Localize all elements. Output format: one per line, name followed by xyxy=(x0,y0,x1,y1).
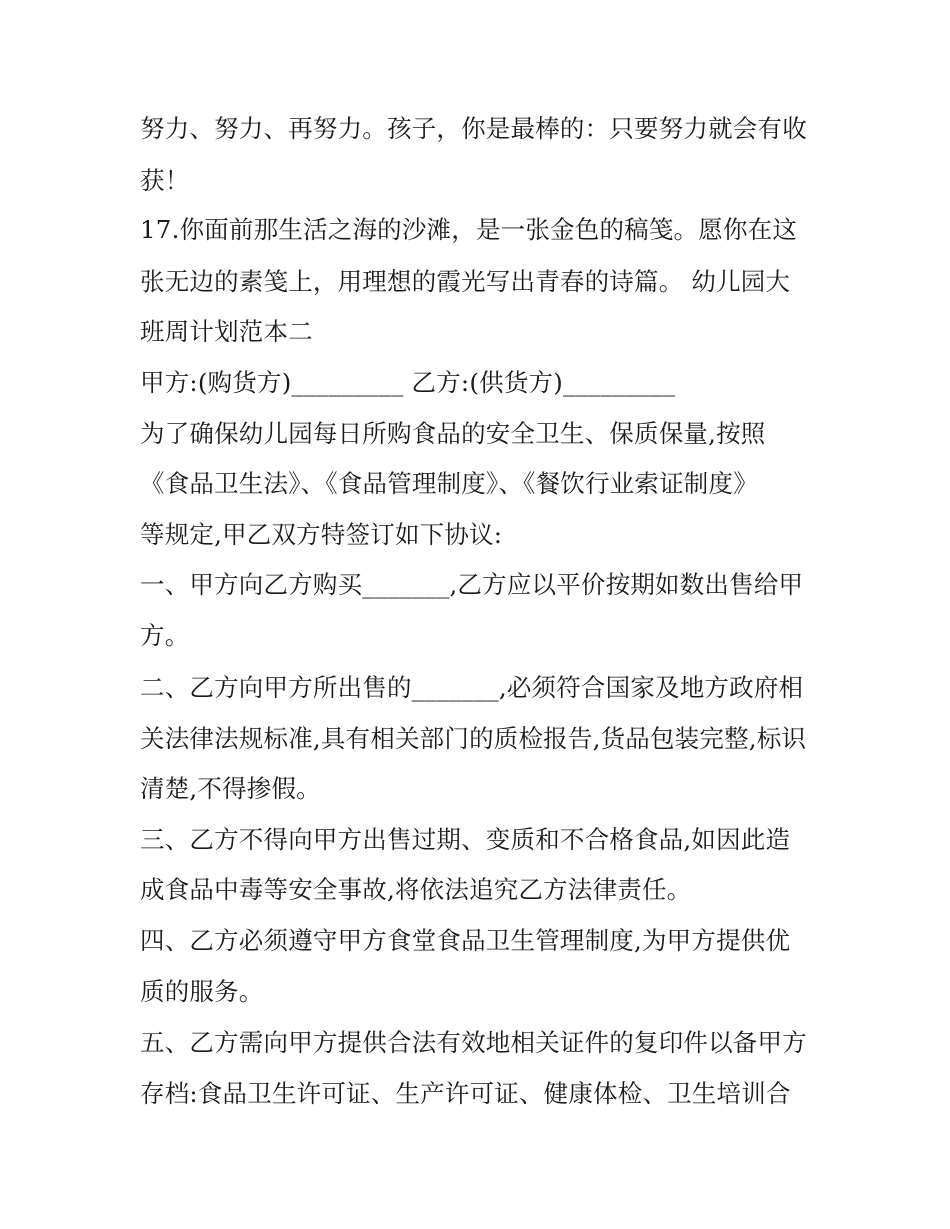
text-line: 为了确保幼儿园每日所购食品的安全卫生、保质保量,按照 xyxy=(140,419,766,448)
clause-1-cont: 方。 xyxy=(140,621,190,650)
clause-5: 五、乙方需向甲方提供合法有效地相关证件的复印件以备甲方 xyxy=(140,1028,807,1057)
text-line: 17.你面前那生活之海的沙滩，是一张金色的稿笺。愿你在这 xyxy=(140,215,798,244)
clause-4: 四、乙方必须遵守甲方食堂食品卫生管理制度,为甲方提供优 xyxy=(140,926,791,955)
section-title: 班周计划范本二 xyxy=(140,317,313,346)
clause-2: 二、乙方向甲方所出售的_______,必须符合国家及地方政府相 xyxy=(140,673,804,702)
clause-2-cont: 关法律法规标准,具有相关部门的质检报告,货品包装完整,标识 xyxy=(140,724,807,753)
clause-3-cont: 成食品中毒等安全事故,将依法追究乙方法律责任。 xyxy=(140,875,692,904)
clause-5-cont: 存档:食品卫生许可证、生产许可证、健康体检、卫生培训合 xyxy=(140,1079,791,1108)
text-line: 获！ xyxy=(140,166,190,195)
text-line: 等规定,甲乙双方特签订如下协议: xyxy=(140,520,503,549)
text-line: 《食品卫生法》、《食品管理制度》、《餐饮行业索证制度》 xyxy=(140,469,758,498)
clause-4-cont: 质的服务。 xyxy=(140,977,264,1006)
text-line: 张无边的素笺上，用理想的霞光写出青春的诗篇。 幼儿园大 xyxy=(140,267,791,296)
clause-2-cont: 清楚,不得掺假。 xyxy=(140,774,321,803)
clause-3: 三、乙方不得向甲方出售过期、变质和不合格食品,如因此造 xyxy=(140,825,791,854)
party-line: 甲方:(购货方)_________ 乙方:(供货方)_________ xyxy=(140,368,676,397)
text-line: 努力、努力、再努力。孩子，你是最棒的：只要努力就会有收 xyxy=(140,114,807,143)
clause-1: 一、甲方向乙方购买_______,乙方应以平价按期如数出售给甲 xyxy=(140,570,804,599)
